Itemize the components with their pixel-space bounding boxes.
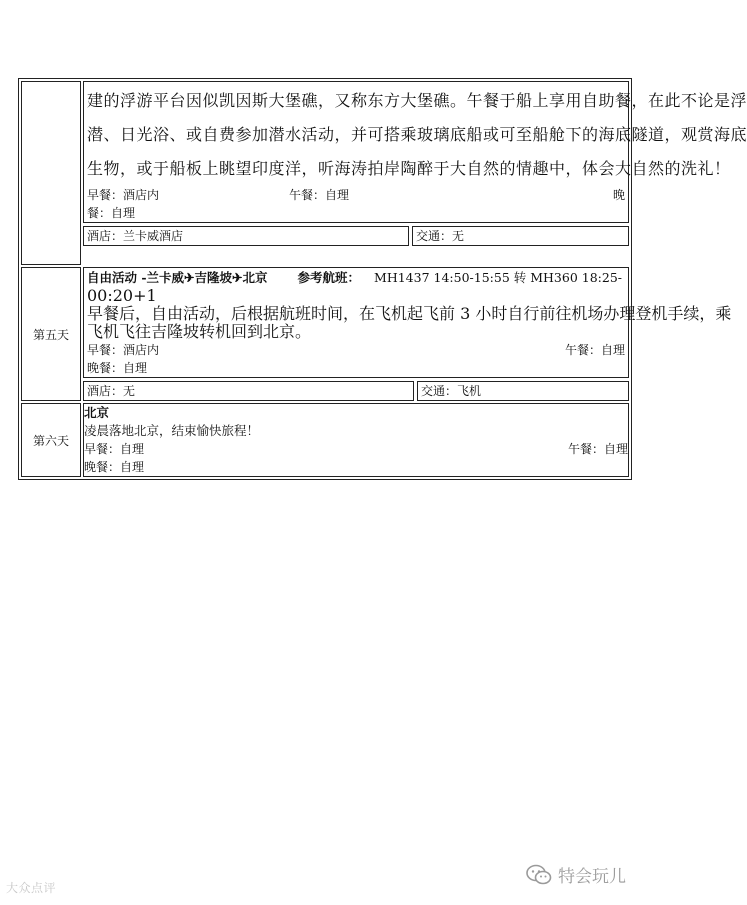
day6-lunch: 午餐：自理	[567, 442, 628, 456]
day5-content	[83, 267, 732, 401]
day4-desc-line-2: 潜、日光浴、或自费参加潜水活动，并可搭乘玻璃底船或可至船舱下的海底隧道，观赏海底	[87, 125, 747, 144]
day4-label-cell	[21, 81, 81, 265]
day5-flight-label: 参考航班：	[297, 270, 361, 285]
day4-dinner-a: 晚	[612, 188, 625, 202]
day6-label: 第六天	[21, 403, 81, 477]
day4-hotel-traffic	[83, 226, 629, 246]
day5-title-line	[87, 269, 625, 287]
day5-flight-info-a: MH1437 14:50-15:55 转 MH360 18:25-	[374, 270, 622, 285]
day4-desc-line-1: 建的浮游平台因似凯因斯大堡礁，又称东方大堡礁。午餐于船上享用自助餐，在此不论是浮	[87, 91, 747, 110]
day4-traffic: 交通：无	[412, 226, 629, 246]
day5-route: 自由活动 -兰卡威✈吉隆坡✈北京	[87, 270, 268, 285]
day4-desc-line-3: 生物，或于船板上眺望印度洋，听海涛拍岸陶醉于大自然的情趣中，体会大自然的洗礼！	[87, 159, 731, 178]
wechat-icon	[526, 864, 552, 886]
day4-lunch: 午餐：自理	[289, 188, 350, 202]
day6-dinner: 晚餐：自理	[84, 460, 145, 474]
watermark-right-text: 特会玩儿	[558, 867, 626, 887]
day5-traffic: 交通：飞机	[417, 381, 629, 401]
day5-desc-a: 早餐后，自由活动，后根据航班时间，在飞机起飞前 3 小时自行前往机场办理登机手续，乘	[87, 304, 732, 323]
day4-breakfast: 早餐：酒店内	[87, 188, 160, 202]
watermark-right	[526, 862, 626, 887]
day6-desc: 凌晨落地北京，结束愉快旅程！	[84, 423, 260, 438]
day6-row	[21, 403, 629, 477]
watermark-left	[6, 879, 56, 896]
day5-desc-b: 飞机飞往吉隆坡转机回到北京。	[87, 322, 312, 341]
watermark-left-text: 大众点评	[6, 881, 57, 895]
day4-row	[21, 81, 629, 265]
day6-content	[83, 403, 629, 477]
day5-flight-info-b: 00:20+1	[87, 286, 157, 305]
day5-label: 第五天	[21, 267, 81, 401]
day6-title: 北京	[84, 405, 110, 420]
day4-dinner-b: 餐：自理	[87, 206, 136, 220]
day5-hotel-traffic	[83, 381, 629, 401]
day6-breakfast: 早餐：自理	[84, 442, 145, 456]
day5-row	[21, 267, 629, 401]
itinerary-sheet	[18, 78, 747, 480]
day4-content	[83, 81, 747, 265]
day4-hotel: 酒店：兰卡威酒店	[83, 226, 409, 246]
day4-meals	[87, 186, 625, 204]
day5-hotel: 酒店：无	[83, 381, 414, 401]
day5-lunch: 午餐：自理	[564, 343, 625, 357]
day5-breakfast: 早餐：酒店内	[87, 343, 160, 357]
day6-meals	[84, 440, 628, 458]
itinerary-table	[18, 78, 747, 480]
day5-meals	[87, 341, 625, 359]
day5-dinner: 晚餐：自理	[87, 361, 148, 375]
